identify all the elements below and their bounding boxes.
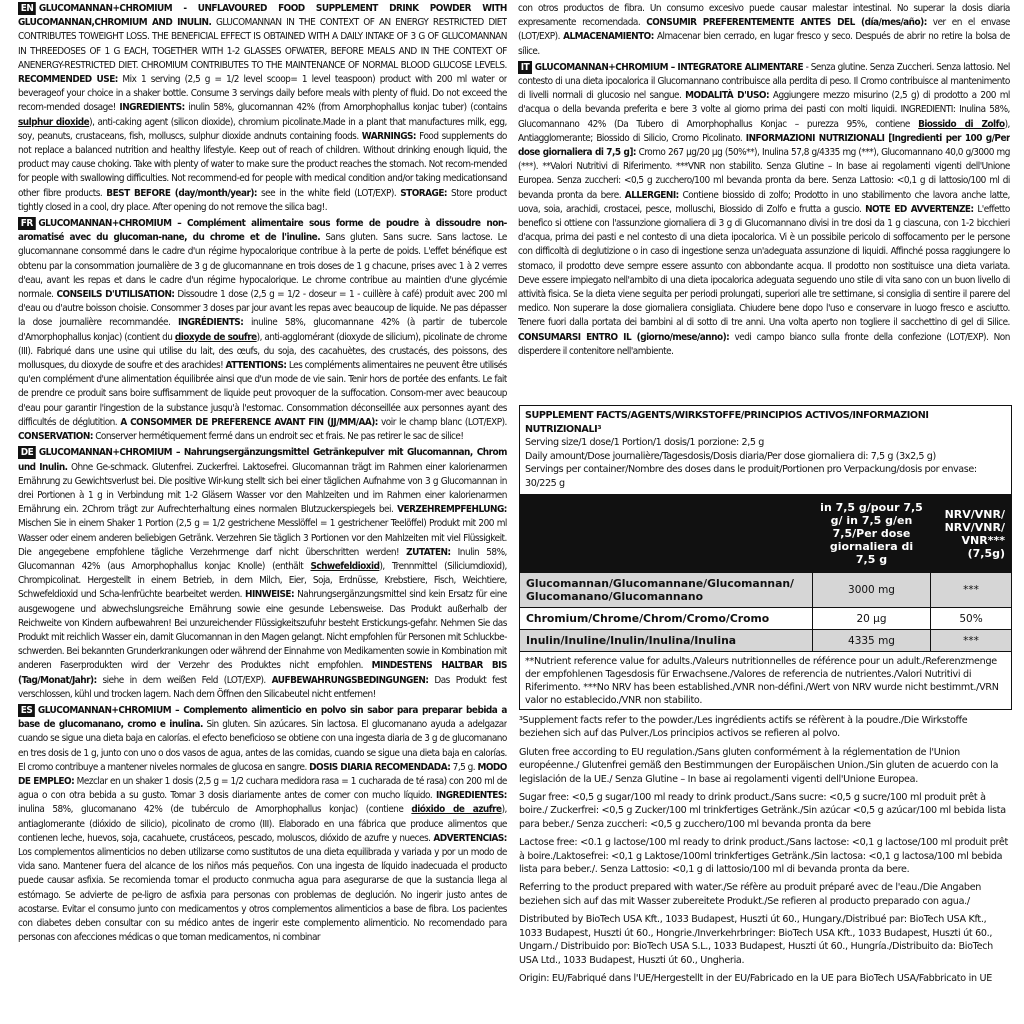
facts-title: SUPPLEMENT FACTS/AGENTS/WIRKSTOFFE/PRINCIPIOS ACTIVOS/INFORMAZIONI NUTRIZIONALI³	[525, 410, 929, 435]
text-segment: CONSUMARSI ENTRO IL (giorno/mese/anno):	[518, 331, 730, 343]
text-segment: MODO DE EMPLEO:	[18, 761, 507, 787]
text-segment: Sin gluten. Sin azúcares. Sin lactosa. El glucomanano ayuda a adelgazar cuando se sigue una dieta baja en calorías. el efecto beneficioso se obtiene con una ingesta diaria de 3 g de glucomanano en tres dosis de 1 g, junto con uno o dos vasos de agua, antes de las comidas, cuando se sigue una dieta baja en calorías. El cromo contribuye a mantener niveles normales de glucosa en sangre.	[18, 719, 507, 773]
facts-row	[520, 608, 1011, 630]
left-paragraph	[18, 446, 507, 702]
facts-row	[520, 573, 1011, 608]
text-segment: vedi campo bianco sulla fronte della confezione (LOT/EXP). Non disperdere il contenitore nell'ambiente.	[518, 331, 1010, 357]
text-segment: RECOMMENDED USE:	[18, 74, 118, 86]
note-paragraph: Lactose free: <0.1 g lactose/100 ml ready to drink product./Sans lactose: <0,1 g lactose/100 ml produit prêt à boire./Laktosefrei: <0,1 g Laktose/100ml trinkfertiges Getränk./Sin lactosa: <0,1 g lactosa/100 ml bebida lista para beber./. Senza Lattosio: <0,1 g di lattosio/100 ml di bevanda pronta da bere.	[519, 837, 1008, 876]
text-segment: INGRÉDIENTS:	[177, 317, 244, 329]
note-paragraph: Distributed by BioTech USA Kft., 1033 Budapest, Huszti út 60., Hungary./Distribué par: BioTech USA Kft., 1033 Budapest, Huszti út 60., Hongrie./Inverkehrbringer: BioTech USA Kft., 1033 Budapest, Huszti út 60., Ungarn./ Distribuido por: BioTech USA S.L., 1033 Budapest, Huszti út 60., Hungría./Distribuito da: BioTech USA Ltd., 1033 Budapest, Huszti út 60., Ungheria.	[519, 914, 993, 966]
text-segment: HINWEISE:	[245, 589, 295, 601]
text-segment: MINDESTENS HALTBAR BIS (Tag/Monat/Jahr):	[18, 660, 507, 686]
text-segment: - Senza glutine. Senza Zuccheri. Senza lattosio. Nel contesto di una dieta ipocalorica il Glucomannano contribuisce alla perdita di peso. Il Cromo contribuisce al mantenimento di livelli normali di glucosio nel sangue.	[518, 61, 1010, 102]
text-segment: Food supplements do not replace a balanced nutrition and healthy lifestyle. Keep out of reach of children. Without drinking enough liquid, the product may cause choking. Take with plenty of water to make sure the product reaches the stomach. Not recom-mended for people with swallowing difficulties. Not recommend-ed for people with medical condition and/or taking medicationsand other fibre products.	[18, 130, 507, 199]
text-segment: inulin 58%, glucomannan 42% (from Amorphophallus konjac tuber) (contains	[184, 102, 507, 114]
note-paragraph: Sugar free: <0,5 g sugar/100 ml ready to drink product./Sans sucre: <0,5 g sucre/100 ml produit prêt à boire./ Zuckerfrei: <0,5 g Zucker/100 ml trinkfertiges Getränk./Sin azúcar <0,5 g azúcar/100 ml bebida lista para beber./ Senza zuccheri: <0,5 g zucchero/100 ml bevanda pronta da bere	[519, 792, 1006, 830]
facts-cell-nrv: ***	[931, 573, 1012, 608]
text-segment: Aggiungere mezzo misurino (2,5 g) di prodotto a 200 ml d'acqua o della bevanda preferita e bere 3 volte al giorno prima dei pasti con molti liquidi. INGREDIENTI: Inulina 58%, Glucomannano 42% (Da Tubero di Amorphophallus Konjac – purezza 95%, contiene	[518, 90, 1010, 130]
text-segment: Mix 1 serving (2,5 g = 1/2 level scoop= 1 level teaspoon) product with 200 ml water or beverageof your choice in a shaker bottle. Consume 3 servings daily before meals with plenty of fluid. Do not exceed the recom-mended dosage!	[18, 74, 507, 114]
facts-cell-name: Inulin/Inuline/Inulin/Inulina/Inulina	[520, 630, 813, 652]
text-segment: inulina 58%, glucomanano 42% (de tubérculo de Amorphophallus konjac) (contiene	[18, 804, 412, 816]
text-segment: dioxyde de soufre	[174, 331, 257, 343]
text-segment: Schwefeldioxid	[310, 560, 380, 572]
text-segment: Les compléments alimentaires ne peuvent être utilisés qu'en complément d'une alimentation équilibrée ainsi que d'un mode de vie sain. Tenir hors de portée des enfants. Le fait de prendre ce produit sans boire suffisamment de liquide peut provoquer de la suffocation. Consom-mer avec beaucoup d'eau pour garantir l'ingestion de la substance jusqu'à l'estomac. Consommation déconseillée aux personnes ayant des difficultés de déglutition.	[18, 360, 507, 428]
facts-col-nrv: NRV/VNR/ NRV/VNR/ VNR*** (7,5g)	[931, 495, 1012, 573]
text-segment: ALLERGENI:	[624, 189, 679, 201]
facts-cell-name: Chromium/Chrome/Chrom/Cromo/Cromo	[520, 608, 813, 630]
facts-cell-nrv: ***	[931, 630, 1012, 652]
text-segment: Mischen Sie in einem Shaker 1 Portion (2,5 g = 1/2 gestrichene Messlöffel = 1 gestrichener Teelöffel) Produkt mit 200 ml Wasser oder einem anderen beliebigen Getränk. Verzehren Sie täglich 3 Portionen vor den Mahlzeiten mit viel Flüssigkeit. Die angegebene empfohlene tägliche Verzehrmenge darf nicht überschritten werden!	[18, 518, 507, 558]
left-paragraph	[18, 217, 507, 444]
supplement-facts-table	[519, 405, 1012, 710]
text-segment: WARNINGS:	[361, 130, 416, 142]
text-segment: Mezclar en un shaker 1 dosis (2,5 g = 1/2 cuchara medidora rasa = 1 cucharada de té rasa) con 200 ml de agua o con otra bebida a su gusto. Tomar 3 dosis diariamente antes de comer con mucho líquido.	[18, 775, 507, 802]
text-segment: ), antiaglomerante (dióxido de silicio), picolinato de cromo (III). Elaborado en una fábrica que produce alimentos que contienen leche, huevos, soja, cacahuete, crustáceos, pescado, moluscos, dióxido de azufre y nueces.	[18, 804, 507, 844]
language-tag: FR	[18, 217, 36, 230]
text-segment: siehe in dem weißen Feld (LOT/EXP).	[96, 674, 272, 686]
text-segment: GLUCOMANNAN IN THE CONTEXT OF AN ENERGY RESTRICTED DIET CONTRIBUTES TOWEIGHT LOSS. THE BENEFICIAL EFFECT IS OBTAINED WITH A DAILY INTAKE OF 3 G OF GLUCOMANNAN IN THREEDOSES OF 1 G EACH, TOGETHER WITH 1-2 GLASSES OFWATER, BEFORE MEALS AND IN THE CONTEXT OF ANENERGY-RESTRICTED DIET. CHROMIUM CONTRIBUTES TO THE MAINTENANCE OF NORMAL BLOOD GLUCOSE LEVELS.	[18, 17, 507, 71]
text-segment: Das Produkt fest verschlossen, kühl und trocken lagern. Nach dem Öffnen den Silicabeutel nicht entfernen!	[18, 674, 507, 700]
left-column	[18, 2, 507, 1022]
facts-col-amount: in 7,5 g/pour 7,5 g/ in 7,5 g/en 7,5/Per dose giornaliera di 7,5 g	[813, 495, 931, 573]
text-segment: ADVERTENCIAS:	[433, 832, 507, 844]
text-segment: INFORMAZIONI NUTRIZIONALI [Ingredienti per 100 g/Per dose giornaliera di 7,5 g]:	[518, 132, 1010, 159]
text-segment: Biossido di Zolfo	[918, 118, 1005, 130]
text-segment: Store product tightly closed in a cool, dry place. After opening do not remove the silica bag!.	[18, 187, 507, 213]
language-tag: ES	[18, 704, 35, 717]
text-segment: Almacenar bien cerrado, en lugar fresco y seco. Después de abrir no retire la bolsa de sílice.	[518, 31, 1010, 57]
text-segment: dióxido de azufre	[411, 804, 502, 816]
right-paragraph	[518, 61, 1010, 359]
text-segment: MODALITÀ D'USO:	[685, 90, 770, 102]
text-segment: CONSEILS D'UTILISATION:	[56, 289, 175, 301]
text-segment: GLUCOMANNAN+CHROMIUM – INTEGRATORE ALIMENTARE	[534, 61, 804, 73]
text-segment: Sans gluten. Sans sucre. Sans lactose. Le glucomannane consommé dans le cadre d'un régime hypocalorique contribue à la perte de poids. L'effet bénéfique est obtenu par la consommation journalière de 3 g de glucomannane en trois doses de 1 g chacune, prises avec 1 à 2 verres d'eau, avant les repas et dans le cadre d'un régime hypocalorique. Le chrome contribue au maintien d'une glycémie normale.	[18, 232, 507, 301]
text-segment: Cromo 267 µg/20 µg (50%**), Inulina 57,8 g/4335 mg (***), Glucomannano 40,0 g/3000 mg (***). **Valori Nutritivi di Riferimento. ***VNR non stabilito. Senza Glutine – In base ai regolamenti vigenti dell'Unione Europea. Senza zuccheri: <0,5 g zucchero/100 ml bevanda pronta da bere. Senza Lattosio: <0,1 g di lattosio/100 ml di bevanda pronta da bere.	[518, 147, 1010, 201]
text-segment: CONSUMIR PREFERENTEMENTE ANTES DEL (día/mes/año):	[646, 17, 927, 29]
text-segment: NOTE ED AVVERTENZE:	[865, 203, 974, 215]
text-segment: Ohne Ge-schmack. Glutenfrei. Zuckerfrei. Laktosefrei. Glucomannan trägt im Rahmen einer kalorienarmen Ernährung zu Gewichtsverlust bei. Die positive Wir-kung stellt sich bei einer täglichen Aufnahme von 3 g Glucomannan in drei Portionen à 1 g in Verbindung mit 1-2 Gläsern Wasser vor den Mahlzeiten und im Rahmen einer kalorienarmen Ernährung ein. 2Chrom trägt zur Aufrechterhaltung eines normalen Blutzuckerspiegels bei.	[18, 461, 507, 516]
notes-section	[519, 714, 1010, 990]
text-segment: STORAGE:	[400, 187, 447, 199]
note-paragraph: Gluten free according to EU regulation./Sans gluten conformément à la réglementation de l'Union européenne./ Glutenfrei gemäß den Bestimmungen der Europäischen Union./Sin gluten de acuerdo con la legislación de la UE./ Senza Glutine – In base ai regolamenti vigenti dell'Unione Europea.	[519, 746, 999, 785]
facts-footnote: **Nutrient reference value for adults./Valeurs nutritionnelles de référence pour un adult./Referenzmenge der empfohlenen Tagesdosis für Erwachsene./Valores de referencia de nutrientes./Valori Nutritivi di Riferimento. ***No NRV has been established./VNR non-défini./Wert von NRV wurde nicht bestimmt./VRN valor no establecido./VNR non stabilito.	[520, 651, 1011, 709]
text-segment: INGREDIENTS:	[119, 102, 185, 114]
text-segment: inuline 58%, glucomannane 42% (à partir de tubercole d'Amorphophallus konjac) (contient du	[18, 317, 507, 343]
text-segment: 7,5 g.	[450, 761, 478, 773]
facts-row	[520, 630, 1011, 652]
text-segment: ver en el envase (LOT/EXP).	[518, 17, 1010, 43]
left-paragraph	[18, 704, 507, 945]
text-segment: Los complementos alimenticios no deben utilizarse como sustitutos de una dieta equilibrada y variada y por un modo de vida sano. Mantener fuera del alcance de los niños más pequeños. Con una ingesta de líquido inadecuada el producto puede causar asfixia. Se recomienda tomar el producto conmucha agua para asegurarse de que la sustancia llega al estómago. Se advierte de pe-ligro de asfixia para personas con problemas de deglución. No ingerir justo antes de acostarse. Evitar el consumo junto con medicamentos y otros complementos alimenticios a base de fibra. Los pacientes con diabetes deben consultar con su médico antes de ingerir este complemento alimenticio. No recomendado para personas con afecciones médicas o que toman medicamentos, ni combinar	[18, 846, 507, 944]
language-tag: IT	[518, 61, 532, 74]
text-segment: CONSERVATION:	[18, 431, 93, 443]
text-segment: A CONSOMMER DE PREFERENCE AVANT FIN (JJ/MM/AA):	[120, 416, 378, 428]
facts-cell-nrv: 50%	[931, 608, 1012, 630]
facts-cell-amount: 3000 mg	[813, 573, 931, 608]
text-segment: Conserver hermétiquement fermé dans un endroit sec et frais. Ne pas retirer le sac de silice!	[92, 431, 464, 443]
language-tag: DE	[18, 446, 36, 459]
text-segment: Nahrungsergänzungsmittel sind kein Ersatz für eine ausgewogene und abwechslungsreiche Ernährung sowie eine gesunde Lebensweise. Das Produkt außerhalb der Reichweite von Kindern aufbewahren! Bei unzureichender Flüssigkeitszufuhr besteht Erstickungs-gefahr. Nehmen Sie das Produkt mit reichlich Wasser ein, damit Glucomannan in den Magen gelangt. Nicht empfohlen für Personen mit Schluckbe-schwerden. Bei bekannten Grunderkrankungen oder während der Einnahme von Medikamenten sowie in Kombination mit anderen Faserprodukten wird der Verzehr des Produktes nicht empfohlen.	[18, 589, 507, 672]
text-segment: ), Antiagglomerante; Biossido di Silicio, Cromo Picolinato.	[518, 118, 1010, 144]
text-segment: ), Trennmittel (Siliciumdioxid), Chrompicolinat. Hergestellt in einem Betrieb, in dem Milch, Eier, Soja, Erdnüsse, Krebstiere, Fisch, Weichtiere, Schwefeldioxid und Scha-lenfrüchte bearbeitet werden.	[18, 560, 507, 601]
facts-serving: Serving size/1 dose/1 Portion/1 dosis/1 porzione: 2,5 g	[525, 437, 764, 448]
text-segment: voir le champ blanc (LOT/EXP).	[377, 416, 507, 428]
language-tag: EN	[18, 2, 36, 15]
facts-header	[520, 406, 1011, 495]
text-segment: GLUCOMANNAN+CHROMIUM – Complemento alimenticio en polvo sin sabor para preparar bebida a base de glucomanano, cromo e inulina.	[18, 704, 507, 731]
note-paragraph: Referring to the product prepared with water./Se réfère au produit préparé avec de l'eau./Die Angaben beziehen sich auf das mit Wasser zubereitete Produkt./Se refieren al producto preparado con agua./	[519, 882, 982, 907]
facts-col-name	[520, 495, 813, 573]
text-segment: INGREDIENTES:	[435, 790, 507, 802]
text-segment: ), anti-agglomérant (dioxyde de silicium), picolinate de chrome (III). Fabriqué dans une usine qui utilise du lait, des œufs, du soja, des cacahuètes, des crustacés, des poissons, des mollusques, du dioxyde de soufre et des arachides!	[18, 331, 507, 372]
text-segment: ZUTATEN:	[406, 546, 451, 558]
text-segment: con otros productos de fibra. Un consumo excesivo puede causar malestar intestinal. No superar la dosis diaria expresamente recomendada.	[518, 3, 1010, 29]
note-paragraph: ³Supplement facts refer to the powder./Les ingrédients actifs se réfèrent à la poudre./Die Wirkstoffe beziehen sich auf das Pulver./Los principios activos se refieren al polvo.	[519, 715, 968, 740]
text-segment: GLUCOMANNAN+CHROMIUM – Nahrungsergänzungsmittel Getränkepulver mit Glucomannan, Chrom und Inulin.	[18, 447, 507, 473]
facts-daily: Daily amount/Dose journalière/Tagesdosis/Dosis diaria/Per dose giornaliera di: 7,5 g (3x2,5 g)	[525, 450, 936, 462]
facts-cell-amount: 4335 mg	[813, 630, 931, 652]
text-segment: L'effetto benefico si ottiene con l'assunzione giornaliera di 3 g di Glucomannano divisi in tre dosi da 1 g ciascuna, con 1-2 bicchieri d'acqua, prima dei pasti e nel contesto di una dieta ipocalorica. Vi è un possibile pericolo di soffocamento per le persone con difficoltà di deglutizione o in caso di ingestione senza un'adeguata assunzione di liquidi. Affinché possa raggiungere lo stomaco, il prodotto deve sempre essere assunto con abbondante acqua. Il prodotto non sostituisce una dieta variata. Deve essere impiegato nell'ambito di una dieta ipocalorica adeguata seguendo uno stile di vita sano con un buon livello di attività fisica. Se la dieta viene seguita per periodi prolungati, superiori alle tre settimane, si consiglia di sentire il parere del medico. Non superare la dose giornaliera consigliata. Chiudere bene dopo l'uso e conservare in luogo fresco e asciutto. Tenere fuori dalla portata dei bambini al di sotto di tre anni. Una volta aperto non togliere il sacchettino di gel di Silice.	[518, 203, 1010, 329]
text-segment: BEST BEFORE (day/month/year):	[106, 187, 257, 199]
text-segment: AUFBEWAHRUNGSBEDINGUNGEN:	[271, 674, 429, 686]
text-segment: GLUCOMANNAN+CHROMIUM - UNFLAVOURED FOOD SUPPLEMENT DRINK POWDER WITH GLUCOMANNAN,CHROMIUM AND INULIN.	[18, 3, 507, 29]
facts-cell-amount: 20 µg	[813, 608, 931, 630]
right-paragraph	[518, 2, 1010, 59]
text-segment: VERZEHREMPFEHLUNG:	[397, 504, 507, 516]
facts-cell-name: Glucomannan/Glucomannane/Glucomannan/ Glucomanano/Glucomannano	[520, 573, 813, 608]
text-segment: sulphur dioxide	[18, 116, 90, 128]
text-segment: Inulin 58%, Glucomannan 42% (aus Amorphophallus konjac Knolle) (enthält	[18, 546, 507, 572]
left-paragraph	[18, 2, 507, 215]
text-segment: ATTENTIONS:	[225, 360, 287, 372]
facts-servings: Servings per container/Nombre des doses dans le produit/Portionen pro Verpackung/dosis por envase: 30/225 g	[525, 464, 977, 489]
text-segment: Dissoudre 1 dose (2,5 g = 1/2 - doseur = 1 - cuillère à café) produit avec 200 ml d'eau ou d'autre boisson choisie. Consommer 3 doses par jour avant les repas avec beaucoup de liquide. Ne pas dépasser la dose journalière recommandée.	[18, 289, 507, 329]
text-segment: see in the white field (LOT/EXP).	[256, 187, 401, 199]
note-paragraph: Origin: EU/Fabriqué dans l'UE/Hergestellt in der EU/Fabricado en la UE para BioTech USA/Fabbricato in UE	[519, 972, 992, 984]
text-segment: ALMACENAMIENTO:	[563, 31, 654, 43]
text-segment: DOSIS DIARIA RECOMENDADA:	[309, 761, 451, 773]
text-segment: GLUCOMANNAN+CHROMIUM – Complément alimentaire sous forme de poudre à dissoudre non-aromatisé avec du glucoman-nane, du chrome et de l'inuline.	[18, 218, 507, 244]
facts-grid	[520, 495, 1011, 651]
text-segment: ), anti-caking agent (silicon dioxide), chromium picolinate.Made in a plant that manufactures milk, egg, soy, peanuts, crustaceans, fish, molluscs, sulphur dioxide andnuts containing foods.	[18, 116, 507, 142]
text-segment: Contiene biossido di zolfo; Prodotto in uno stabilimento che lavora anche latte, uova, soia, arachidi, crostacei, pesce, molluschi, Biossido di Zolfo e frutta a guscio.	[518, 189, 1010, 215]
